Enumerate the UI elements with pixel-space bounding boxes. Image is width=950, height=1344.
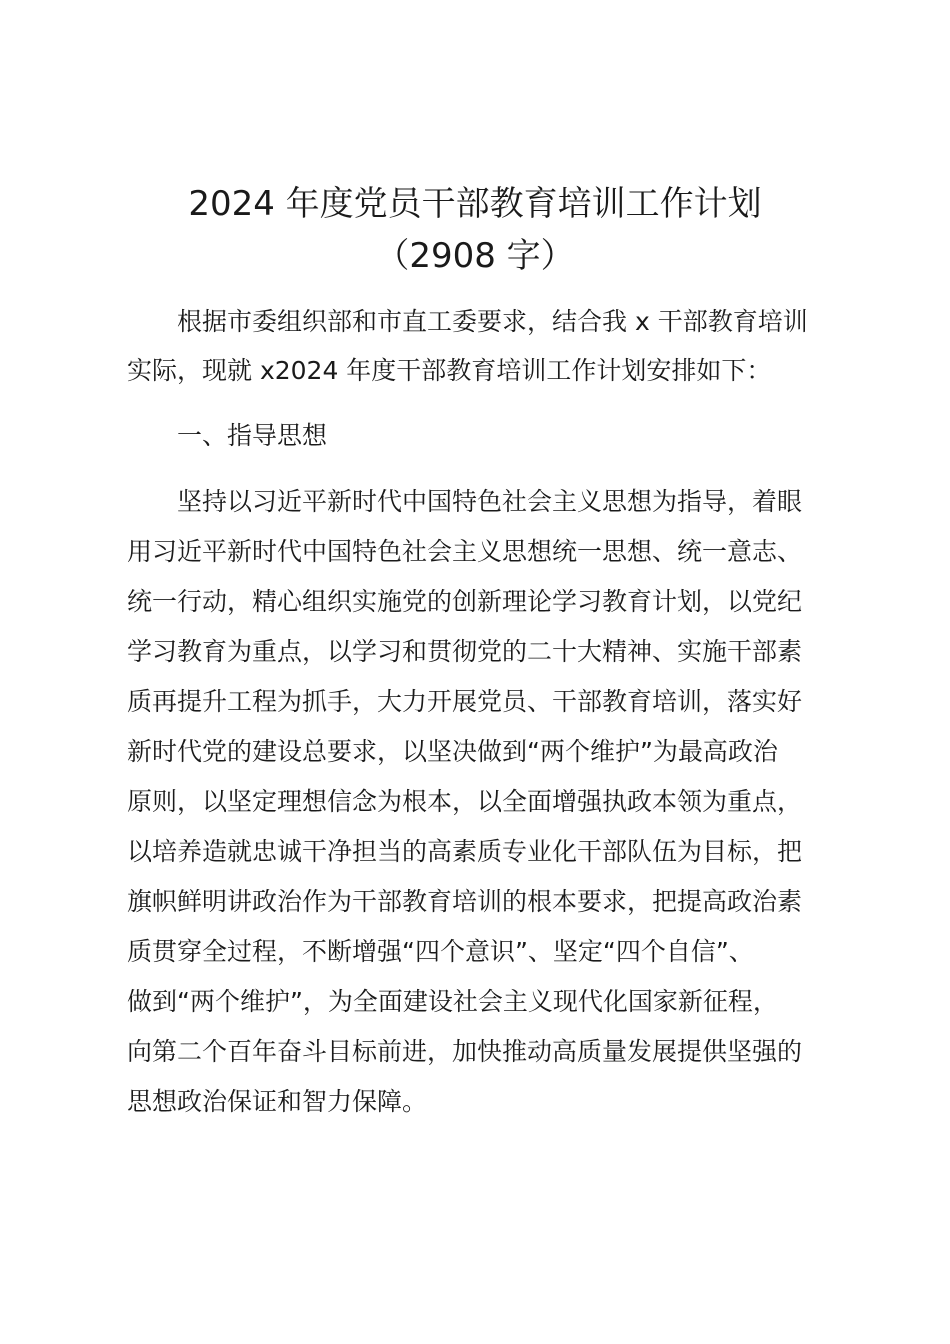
body-paragraph-line: 做到“两个维护”，为全面建设社会主义现代化国家新征程， bbox=[127, 987, 778, 1016]
body-paragraph-line: 以培养造就忠诚干净担当的高素质专业化干部队伍为目标，把 bbox=[127, 837, 803, 866]
body-paragraph-line: 质贯穿全过程，不断增强“四个意识”、坚定“四个自信”、 bbox=[127, 937, 754, 966]
section-heading: 一、指导思想 bbox=[177, 421, 328, 450]
body-paragraph-line: 思想政治保证和智力保障。 bbox=[127, 1087, 428, 1116]
body-paragraph-line: 原则，以坚定理想信念为根本，以全面增强执政本领为重点， bbox=[127, 787, 803, 816]
intro-paragraph-line: 实际，现就 x2024 年度干部教育培训工作计划安排如下： bbox=[127, 356, 772, 385]
intro-paragraph-line: 根据市委组织部和市直工委要求，结合我 x 干部教育培训 bbox=[177, 307, 808, 336]
document-title: 2024 年度党员干部教育培训工作计划 bbox=[188, 184, 762, 224]
body-paragraph-line: 学习教育为重点，以学习和贯彻党的二十大精神、实施干部素 bbox=[127, 637, 803, 666]
body-paragraph-line: 统一行动，精心组织实施党的创新理论学习教育计划，以党纪 bbox=[127, 587, 803, 616]
document-subtitle-word-count: （2908 字） bbox=[375, 236, 575, 276]
body-paragraph-line: 向第二个百年奋斗目标前进，加快推动高质量发展提供坚强的 bbox=[127, 1037, 803, 1066]
body-paragraph-line: 坚持以习近平新时代中国特色社会主义思想为指导，着眼 bbox=[177, 487, 803, 516]
body-paragraph-line: 新时代党的建设总要求，以坚决做到“两个维护”为最高政治 bbox=[127, 737, 778, 766]
body-paragraph-line: 旗帜鲜明讲政治作为干部教育培训的根本要求，把提高政治素 bbox=[127, 887, 803, 916]
body-paragraph-line: 质再提升工程为抓手，大力开展党员、干部教育培训，落实好 bbox=[127, 687, 803, 716]
body-paragraph-line: 用习近平新时代中国特色社会主义思想统一思想、统一意志、 bbox=[127, 537, 803, 566]
